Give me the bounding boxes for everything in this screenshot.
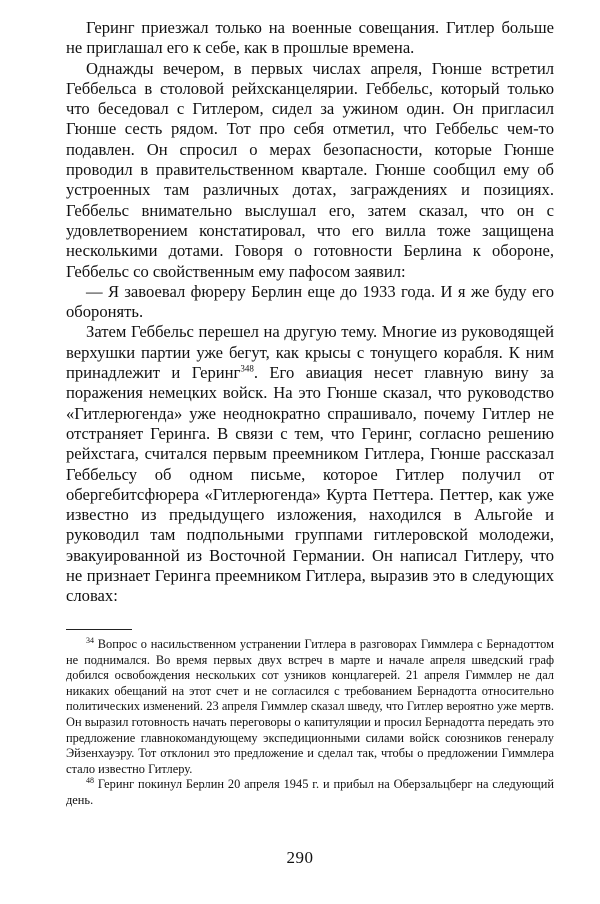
footnotes xyxy=(66,637,554,809)
paragraph-4-text-start: Затем Геббельс перешел на другую тему. Многие из руководящей верхушки партии уже бегут, как крысы с тонущего корабля. К ним принадлежит и Геринг xyxy=(66,322,554,383)
paragraph-2: Однажды вечером, в первых числах апреля, Гюнше встретил Геббельса в столовой рейхсканцелярии. Геббельс, который только что беседовал с Гитлером, сидел за ужином один. Он пригласил Гюнше сесть рядом. Тот про себя отметил, что Геббельс чем-то подавлен. Он спросил о мерах безопасности, которые Гюнше проводил в правительственном квартале. Гюнше сообщил ему об устроенных там различных дотах, заграждениях и позициях. Геббельс внимательно выслушал его, затем сказал, что он с удовлетворением констатировал, что его вилла тоже защищена несколькими дотами. Говоря о готовности Берлина к обороне, Геббельс со свойственным ему пафосом заявил: xyxy=(66,58,554,281)
footnote-marker: 48 xyxy=(86,776,94,786)
footnote-separator xyxy=(66,629,132,630)
footnote-text: Вопрос о насильственном устранении Гитлера в разговорах Гиммлера с Бернадоттом не поднимался. Во время первых двух встреч в марте и начале апреля шведский граф добился освобождения нескольких сот узников концлагерей. 21 апреля Гиммлер не дал никаких обещаний на этот счет и не согласился с требованием Бернадотта относительно политических изменений. 23 апреля Гиммлер сказал шведу, что Гитлер вероятно уже мертв. Он выразил готовность начать переговоры о капитуляции и просил Бернадотта передать это предложение главнокомандующему экспедиционными силами войск союзников генералу Эйзенхауэру. Тот отклонил это предложение и сделал так, чтобы о предложении Гиммлера стало известно Гитлеру. xyxy=(66,637,554,776)
page-number: 290 xyxy=(286,848,314,867)
paragraph-4 xyxy=(66,322,554,606)
footnote-1 xyxy=(66,637,554,777)
main-text xyxy=(66,18,554,607)
footnote-2 xyxy=(66,777,554,808)
footnote-text: Геринг покинул Берлин 20 апреля 1945 г. и прибыл на Оберзальцберг на следующий день. xyxy=(66,777,554,807)
footnote-marker: 34 xyxy=(86,635,94,645)
footnote-reference-348: 348 xyxy=(240,363,254,374)
paragraph-3-quote: — Я завоевал фюреру Берлин еще до 1933 года. И я же буду его оборонять. xyxy=(66,281,554,322)
paragraph-1: Геринг приезжал только на военные совещания. Гитлер больше не приглашал его к себе, как в прошлые времена. xyxy=(66,18,554,58)
paragraph-4-text-end: . Его авиация несет главную вину за поражения немецких войск. На это Гюнше сказал, что руководство «Гитлерюгенда» уже неоднократно спрашивало, почему Гитлер не отстраняет Геринга. В связи с тем, что Геринг, согласно решению рейхстага, считался первым преемником Гитлера, Гюнше рассказал Геббельсу об одном письме, которое Гитлер получил от обергебитсфюрера «Гитлерюгенда» Курта Петтера. Петтер, как уже известно из предыдущего изложения, находился в Альгойе и руководил там подпольными группами гитлеровской молодежи, эвакуированной из Восточной Германии. Он написал Гитлеру, что не признает Геринга преемником Гитлера, выразив это в следующих словах: xyxy=(66,363,554,606)
